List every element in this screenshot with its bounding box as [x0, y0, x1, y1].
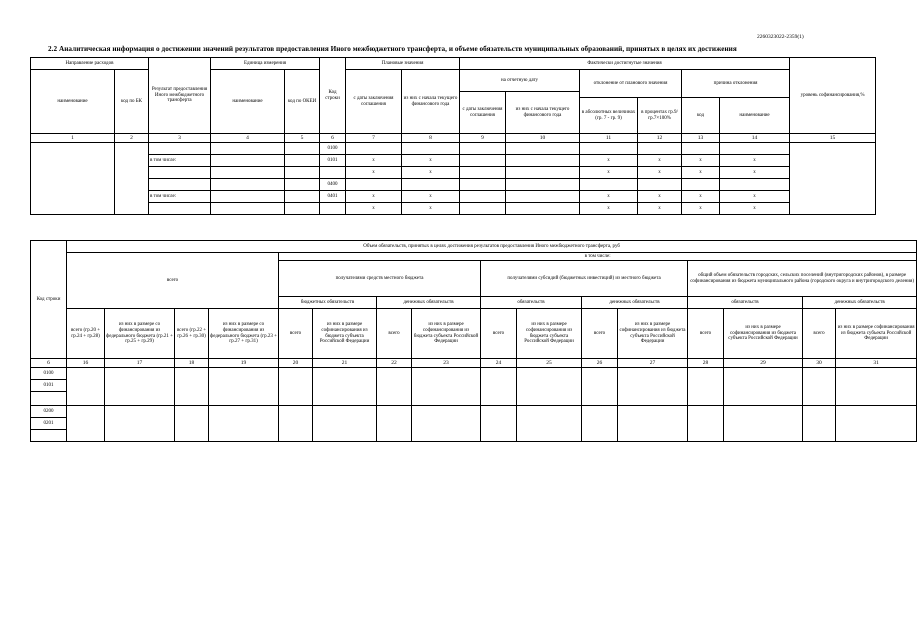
header-main: Объем обязательств, принятых в целях достижения результатов предоставления Иного межбюджетного трансферта, руб	[67, 241, 917, 253]
row-code: 0401	[320, 191, 346, 203]
header-c16: всего (гр.20 + гр.24 + гр.28)	[67, 309, 105, 359]
header-reason-code: код	[682, 98, 720, 134]
col-num: 8	[402, 134, 460, 143]
col-num: 27	[618, 359, 688, 368]
x-mark: x	[720, 155, 790, 167]
header-okei: код по ОКЕИ	[285, 70, 320, 134]
row-code: 0100	[320, 143, 346, 155]
table-row	[31, 167, 876, 179]
header-c18: всего (гр.22 + гр.26 + гр.30)	[175, 309, 209, 359]
table-row	[31, 179, 876, 191]
header-result: Результат предоставления Иного межбюджетного трансферта	[149, 58, 211, 134]
col-num: 25	[517, 359, 582, 368]
table-row	[31, 368, 917, 380]
col-num: 10	[506, 134, 580, 143]
header-plan: Плановые значения	[346, 58, 460, 70]
row-code: 0100	[31, 368, 67, 380]
col-num: 20	[279, 359, 313, 368]
row-code: 0201	[31, 418, 67, 430]
x-mark: x	[580, 203, 638, 215]
x-mark: x	[682, 167, 720, 179]
header-deviation: отклонение от планового значения	[580, 70, 682, 98]
col-num: 5	[285, 134, 320, 143]
col-num: 7	[346, 134, 402, 143]
header-direction: Направление расходов	[31, 58, 149, 70]
table-row	[31, 406, 917, 418]
col-num: 26	[582, 359, 618, 368]
header-reason-name: наименование	[720, 98, 790, 134]
col-num: 24	[481, 359, 517, 368]
x-mark: x	[346, 155, 402, 167]
header-sofin: из них в размере софинансирования из бюджета субъекта Российской Федерации	[836, 309, 917, 359]
x-mark: x	[638, 155, 682, 167]
header-dev-abs: в абсолютных величинах (гр. 7 - гр. 9)	[580, 98, 638, 134]
x-mark: x	[682, 155, 720, 167]
header-money: денежных обязательств	[803, 297, 917, 309]
col-num: 30	[803, 359, 836, 368]
x-mark: x	[402, 203, 460, 215]
col-num: 14	[720, 134, 790, 143]
header-level: уровень софинансирования,%	[790, 58, 876, 134]
header-vsego: всего	[279, 309, 313, 359]
header-oblig: обязательств	[481, 297, 582, 309]
x-mark: x	[402, 155, 460, 167]
header-general: общий объем обязательств городских, сельских поселений (внутригородских районов), в размере софинансирования из бюджета муниципального района (городского округа и внутригородского деления)	[688, 261, 917, 297]
x-mark: x	[638, 191, 682, 203]
header-plan-date: с даты заключения соглашения	[346, 70, 402, 134]
col-num: 28	[688, 359, 724, 368]
col-num: 6	[31, 359, 67, 368]
x-mark: x	[346, 203, 402, 215]
header-fact: Фактически достигнутые значения	[460, 58, 790, 70]
x-mark: x	[402, 191, 460, 203]
header-bk-code: код по БК	[115, 70, 149, 134]
x-mark: x	[682, 203, 720, 215]
x-mark: x	[682, 191, 720, 203]
col-num: 17	[105, 359, 175, 368]
header-rep-from: из них с начала текущего финансового года	[506, 92, 580, 134]
header-row-code: Код строки	[320, 58, 346, 134]
header-vsego: всего	[582, 309, 618, 359]
table-row	[31, 203, 876, 215]
header-money: денежных обязательств	[377, 297, 481, 309]
x-mark: x	[346, 167, 402, 179]
header-reason: причина отклонения	[682, 70, 790, 98]
x-mark: x	[720, 167, 790, 179]
col-num: 3	[149, 134, 211, 143]
header-rep-date: с даты заключения соглашения	[460, 92, 506, 134]
row-code: 0200	[31, 406, 67, 418]
col-num: 12	[638, 134, 682, 143]
row-code: 0101	[320, 155, 346, 167]
header-c17: из них в размере со финансирования из федерального бюджета (гр.21 + гр.25 + гр.29)	[105, 309, 175, 359]
header-sofin: из них в размере софинансирования из бюджета субъекта Российской Федерации	[313, 309, 377, 359]
header-row-code: Код строки	[31, 241, 67, 359]
table-row	[31, 191, 876, 203]
header-local: получателями средств местного бюджета	[279, 261, 481, 297]
col-num: 21	[313, 359, 377, 368]
obligations-table	[30, 240, 917, 442]
header-plan-from: из них с начала текущего финансового года	[402, 70, 460, 134]
col-num: 2	[115, 134, 149, 143]
x-mark: x	[580, 167, 638, 179]
col-num: 31	[836, 359, 917, 368]
document-number: 2260323022-2359(1)	[757, 34, 804, 40]
col-num: 23	[412, 359, 481, 368]
col-num: 19	[209, 359, 279, 368]
table-row	[31, 155, 876, 167]
col-num: 1	[31, 134, 115, 143]
header-sofin: из них в размере софинансирования из бюджета субъекта Российской Федерации	[724, 309, 803, 359]
header-budget: бюджетных обязательств	[279, 297, 377, 309]
col-num: 22	[377, 359, 412, 368]
header-subsidies: получателями субсидий (бюджетных инвестиций) из местного бюджета	[481, 261, 688, 297]
header-vsego: всего	[803, 309, 836, 359]
header-direction-name: наименование	[31, 70, 115, 134]
header-vsego: всего	[481, 309, 517, 359]
incl-label: в том числе:	[149, 155, 211, 167]
results-table	[30, 57, 876, 215]
x-mark: x	[580, 191, 638, 203]
header-unit: Единица измерения	[211, 58, 320, 70]
header-vsego: всего	[688, 309, 724, 359]
header-c19: из них в размере со финансирования из федерального бюджета (гр.23 + гр.27 + гр.31)	[209, 309, 279, 359]
col-num: 11	[580, 134, 638, 143]
table-row	[31, 143, 876, 155]
col-num: 18	[175, 359, 209, 368]
header-sofin: из них в размере софинансирования из бюджета субъекта Российской Федерации	[618, 309, 688, 359]
col-num: 6	[320, 134, 346, 143]
header-sofin: из них в размере софинансирования из бюджета субъекта Российской Федерации	[517, 309, 582, 359]
col-num: 13	[682, 134, 720, 143]
x-mark: x	[638, 167, 682, 179]
header-report-date: на отчетную дату	[460, 70, 580, 92]
x-mark: x	[580, 155, 638, 167]
col-num: 4	[211, 134, 285, 143]
header-oblig: обязательств	[688, 297, 803, 309]
header-unit-name: наименование	[211, 70, 285, 134]
header-dev-pct: в процентах гр.9/гр.7×100%	[638, 98, 682, 134]
header-incl: в том числе:	[279, 253, 917, 261]
row-code: 0101	[31, 380, 67, 392]
x-mark: x	[720, 203, 790, 215]
col-num: 29	[724, 359, 803, 368]
incl-label: в том числе:	[149, 191, 211, 203]
header-sofin: из них в размере софинансирования из бюджета субъекта Российской Федерации	[412, 309, 481, 359]
col-num: 9	[460, 134, 506, 143]
x-mark: x	[638, 203, 682, 215]
x-mark: x	[402, 167, 460, 179]
header-vsego: всего	[377, 309, 412, 359]
x-mark: x	[346, 191, 402, 203]
col-num: 15	[790, 134, 876, 143]
header-money: денежных обязательств	[582, 297, 688, 309]
header-total: всего	[67, 253, 279, 309]
x-mark: x	[720, 191, 790, 203]
row-code: 0400	[320, 179, 346, 191]
col-num: 16	[67, 359, 105, 368]
page-title: 2.2 Аналитическая информация о достижении значений результатов предоставления Иного межбюджетного трансферта, и объеме обязательств муниципальных образований, принятых в целях их достижения	[48, 45, 737, 53]
